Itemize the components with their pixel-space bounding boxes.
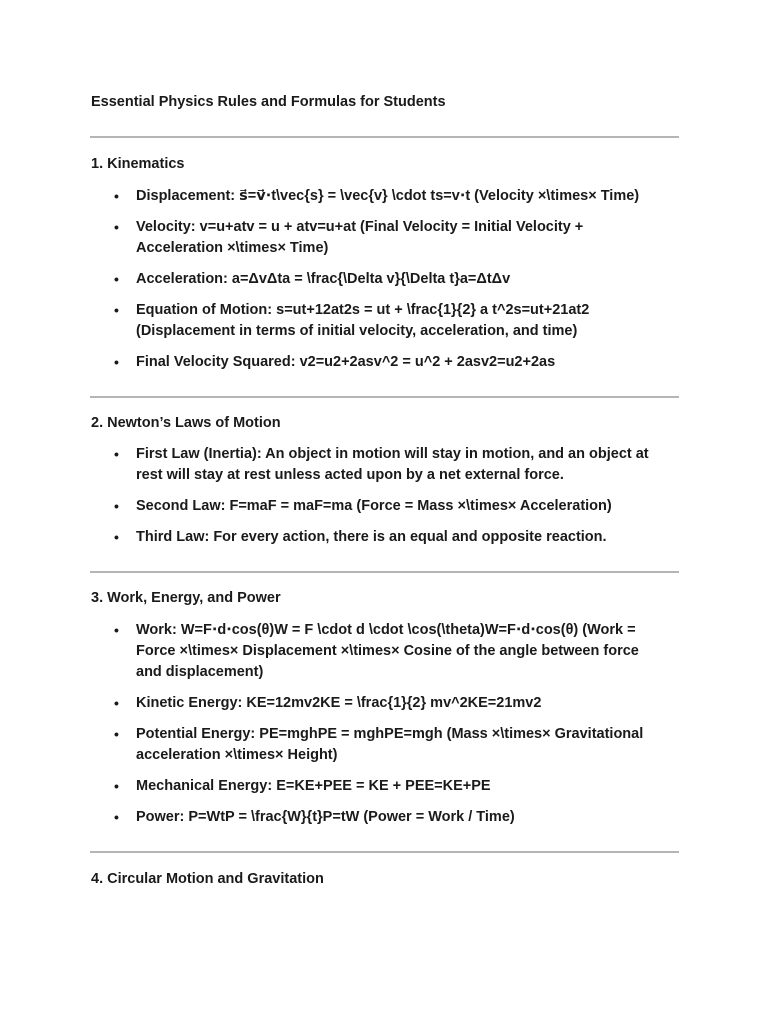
list-item-text: Final Velocity Squared: v2=u2+2asv^2 = u^2 + 2asv2=u2+2as bbox=[136, 354, 556, 370]
bullet-icon: • bbox=[114, 695, 119, 711]
list-item bbox=[0, 776, 666, 797]
list-item bbox=[0, 352, 666, 373]
bullet-icon: • bbox=[114, 302, 119, 318]
list-item bbox=[0, 620, 666, 683]
list-item-text: Equation of Motion: s=ut+12at2s = ut + \frac{1}{2} a t^2s=ut+21at2 (Displacement in terms of initial velocity, acceleration, and time) bbox=[136, 302, 590, 339]
section-divider bbox=[90, 571, 679, 573]
bullet-icon: • bbox=[114, 498, 119, 514]
bullet-icon: • bbox=[114, 778, 119, 794]
bullet-icon: • bbox=[114, 622, 119, 638]
list-item-text: Mechanical Energy: E=KE+PEE = KE + PEE=KE+PE bbox=[136, 778, 491, 794]
section-heading-kinematics: 1. Kinematics bbox=[91, 156, 185, 172]
section-divider bbox=[90, 396, 679, 398]
list-item-text: Third Law: For every action, there is an equal and opposite reaction. bbox=[136, 529, 607, 545]
list-item-text: First Law (Inertia): An object in motion will stay in motion, and an object at rest will stay at rest unless acted upon by a net external force. bbox=[136, 446, 649, 483]
list-item-text: Potential Energy: PE=mghPE = mghPE=mgh (Mass ×\times× Gravitational acceleration ×\times× Height) bbox=[136, 726, 644, 763]
list-item bbox=[0, 300, 666, 342]
list-item bbox=[0, 724, 666, 766]
list-item bbox=[0, 807, 666, 828]
kinematics-list bbox=[0, 186, 768, 383]
list-item-text: Displacement: s⃗=v⃗⋅t\vec{s} = \vec{v} \cdot ts=v⋅t (Velocity ×\times× Time) bbox=[136, 188, 640, 204]
bullet-icon: • bbox=[114, 726, 119, 742]
list-item bbox=[0, 444, 666, 486]
newtons-laws-list bbox=[0, 444, 768, 558]
bullet-icon: • bbox=[114, 446, 119, 462]
list-item-text: Velocity: v=u+atv = u + atv=u+at (Final Velocity = Initial Velocity + Acceleration ×\times× Time) bbox=[136, 219, 584, 256]
bullet-icon: • bbox=[114, 271, 119, 287]
list-item bbox=[0, 186, 666, 207]
list-item bbox=[0, 693, 666, 714]
bullet-icon: • bbox=[114, 219, 119, 235]
list-item-text: Power: P=WtP = \frac{W}{t}P=tW (Power = Work / Time) bbox=[136, 809, 515, 825]
section-divider bbox=[90, 136, 679, 138]
bullet-icon: • bbox=[114, 809, 119, 825]
bullet-icon: • bbox=[114, 529, 119, 545]
bullet-icon: • bbox=[114, 188, 119, 204]
section-divider bbox=[90, 851, 679, 853]
list-item-text: Kinetic Energy: KE=12mv2KE = \frac{1}{2} mv^2KE=21mv2 bbox=[136, 695, 542, 711]
list-item bbox=[0, 217, 666, 259]
work-energy-power-list bbox=[0, 620, 768, 838]
list-item bbox=[0, 527, 666, 548]
section-heading-work-energy-power: 3. Work, Energy, and Power bbox=[91, 590, 281, 606]
list-item bbox=[0, 496, 666, 517]
list-item bbox=[0, 269, 666, 290]
document-title: Essential Physics Rules and Formulas for Students bbox=[91, 94, 446, 110]
section-heading-newtons-laws: 2. Newton’s Laws of Motion bbox=[91, 415, 281, 431]
section-heading-circular-motion: 4. Circular Motion and Gravitation bbox=[91, 871, 324, 887]
list-item-text: Work: W=F⋅d⋅cos(θ)W = F \cdot d \cdot \cos(\theta)W=F⋅d⋅cos(θ) (Work = Force ×\times× Displacement ×\times× Cosine of the angle between force and displacement) bbox=[136, 622, 639, 680]
list-item-text: Acceleration: a=ΔvΔta = \frac{\Delta v}{\Delta t}a=ΔtΔv bbox=[136, 271, 511, 287]
list-item-text: Second Law: F=maF = maF=ma (Force = Mass ×\times× Acceleration) bbox=[136, 498, 612, 514]
bullet-icon: • bbox=[114, 354, 119, 370]
